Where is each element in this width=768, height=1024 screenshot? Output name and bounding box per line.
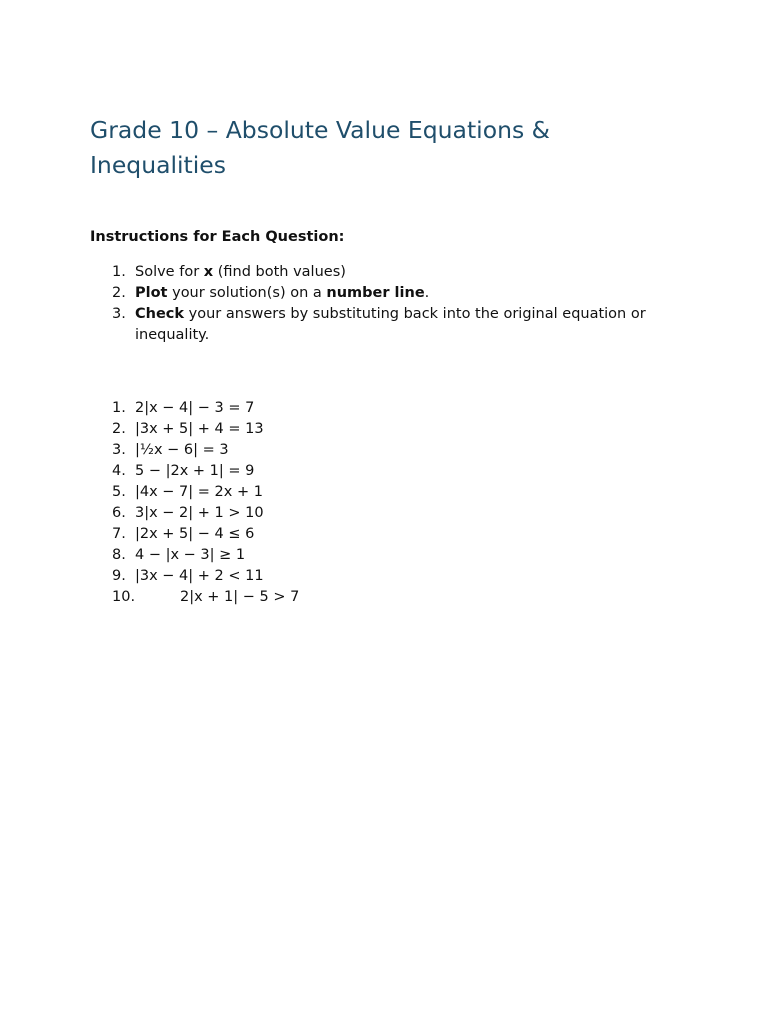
list-number: 2. [112, 421, 126, 437]
question-text: |3x + 5| + 4 = 13 [135, 421, 264, 437]
instruction-emphasis: Plot [135, 285, 168, 301]
instructions-heading: Instructions for Each Question: [90, 229, 345, 245]
question-text: 2|x + 1| − 5 > 7 [180, 589, 300, 605]
page-title: Grade 10 – Absolute Value Equations & Inequalities [90, 116, 551, 179]
list-number: 1. [112, 400, 126, 416]
instruction-item [90, 283, 690, 304]
list-number: 6. [112, 505, 126, 521]
instructions-list [90, 262, 690, 346]
question-text: |½x − 6| = 3 [135, 442, 229, 458]
list-number: 9. [112, 568, 126, 584]
question-item [90, 503, 690, 524]
question-text: 4 − |x − 3| ≥ 1 [135, 547, 246, 563]
question-item [90, 461, 690, 482]
instruction-text: your solution(s) on a [167, 285, 327, 301]
question-text: |2x + 5| − 4 ≤ 6 [135, 526, 255, 542]
instruction-item [90, 304, 675, 346]
question-item [90, 398, 690, 419]
question-item [90, 419, 690, 440]
instruction-text: your answers by substituting back into the original equation or inequality. [135, 306, 646, 343]
list-number: 3. [112, 306, 126, 322]
instruction-emphasis: x [203, 264, 214, 280]
list-number: 10. [112, 589, 136, 605]
question-text: |4x − 7| = 2x + 1 [135, 484, 263, 500]
list-number: 3. [112, 442, 126, 458]
instruction-text: (find both values) [213, 264, 346, 280]
question-text: 2|x − 4| − 3 = 7 [135, 400, 255, 416]
question-item [90, 566, 690, 587]
question-item [90, 545, 690, 566]
question-item [90, 482, 690, 503]
question-item [90, 440, 690, 461]
instruction-text: . [424, 285, 430, 301]
question-text: 5 − |2x + 1| = 9 [135, 463, 255, 479]
question-text: |3x − 4| + 2 < 11 [135, 568, 264, 584]
list-number: 5. [112, 484, 126, 500]
list-number: 1. [112, 264, 126, 280]
list-number: 7. [112, 526, 126, 542]
instruction-item [90, 262, 690, 283]
instruction-emphasis: number line [326, 285, 425, 301]
questions-list [90, 398, 690, 608]
list-number: 8. [112, 547, 126, 563]
question-item [90, 524, 690, 545]
question-text: 3|x − 2| + 1 > 10 [135, 505, 264, 521]
instruction-emphasis: Check [135, 306, 185, 322]
instruction-text: Solve for [135, 264, 204, 280]
question-item [90, 587, 690, 608]
list-number: 4. [112, 463, 126, 479]
list-number: 2. [112, 285, 126, 301]
